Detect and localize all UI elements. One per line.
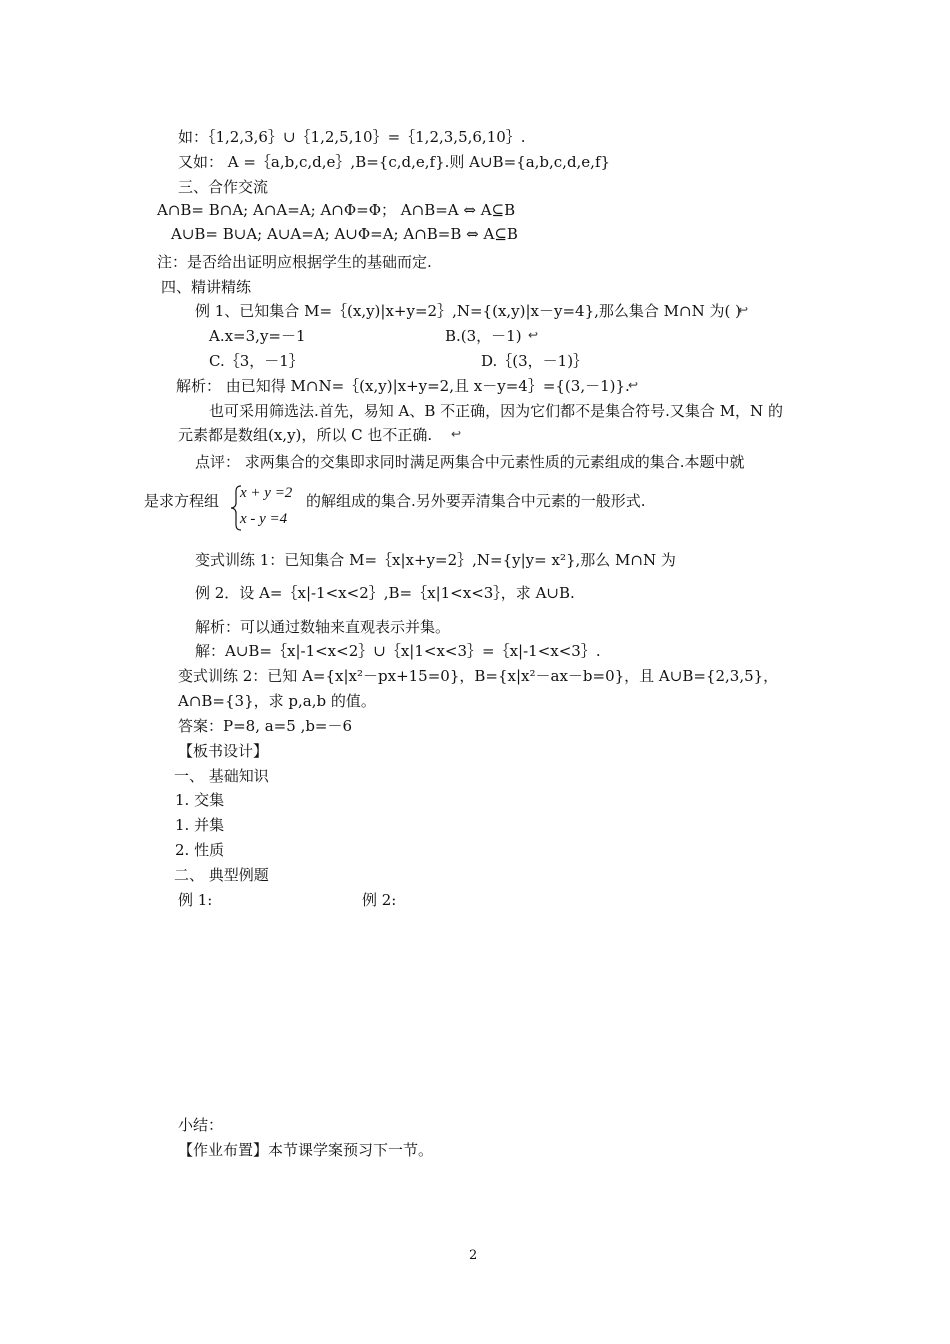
choice-a: A.x=3,y=－1 — [209, 327, 306, 345]
choice-d: D.｛(3，－1)｝ — [481, 352, 589, 370]
choice-c: C.｛3，－1｝ — [209, 352, 304, 370]
note-line: 注：是否给出证明应根据学生的基础而定. — [157, 253, 432, 271]
example-1-question: 例 1、已知集合 M=｛(x,y)|x+y=2｝,N={(x,y)|x－y=4},那么集合 M∩N 为( ) — [195, 302, 741, 320]
board-design-heading: 【板书设计】 — [178, 742, 269, 760]
summary-label: 小结： — [178, 1116, 224, 1134]
outline-example-1: 例 1: — [178, 891, 213, 909]
analysis-line-1: 解析： 由已知得 M∩N=｛(x,y)|x+y=2,且 x－y=4｝={(3,－1)}. — [176, 377, 630, 395]
comment-line-2-end: 的解组成的集合.另外要弄清集合中元素的一般形式. — [306, 492, 646, 510]
example-2-question: 例 2．设 A=｛x|-1<x<2｝,B=｛x|1<x<3｝，求 A∪B. — [195, 584, 575, 602]
section-heading-4: 四、精讲精练 — [161, 278, 252, 296]
choice-b: B.(3，－1) — [445, 327, 522, 345]
outline-example-2: 例 2: — [362, 891, 397, 909]
comment-line-1: 点评： 求两集合的交集即求同时满足两集合中元素性质的元素组成的集合.本题中就 — [195, 453, 745, 471]
comment-line-2-start: 是求方程组 — [144, 492, 220, 510]
example-2-analysis: 解析：可以通过数轴来直观表示并集。 — [195, 618, 451, 636]
edit-mark-icon: ↩ — [528, 328, 539, 342]
text-line-2: 又如： A =｛a,b,c,d,e｝,B={c,d,e,f}.则 A∪B={a,b,c,d,e,f} — [178, 153, 611, 171]
outline-item-union: 1. 并集 — [175, 816, 225, 834]
answer-line: 答案：P=8, a=5 ,b=－6 — [178, 717, 353, 735]
outline-item-properties: 2. 性质 — [175, 841, 225, 859]
page-number: 2 — [469, 1248, 478, 1263]
outline-item-examples: 二、 典型例题 — [174, 866, 269, 884]
section-heading-3: 三、合作交流 — [178, 178, 269, 196]
edit-mark-icon: ↩ — [628, 378, 639, 392]
analysis-line-2: 也可采用筛选法.首先，易知 A、B 不正确，因为它们都不是集合符号.又集合 M，N 的 — [209, 402, 783, 420]
edit-mark-icon: ↩ — [738, 303, 749, 317]
analysis-line-3: 元素都是数组(x,y)，所以 C 也不正确. — [178, 426, 433, 444]
equation-1: x + y =2 — [240, 485, 293, 501]
property-line-intersection: A∩B= B∩A; A∩A=A; A∩Φ=Φ； A∩B=A ⇔ A⊆B — [157, 201, 516, 219]
variant-exercise-2-line-1: 变式训练 2：已知 A={x|x²－px+15=0}，B={x|x²－ax－b=0}，且 A∪B={2,3,5}， — [178, 667, 779, 685]
outline-item-intersection: 1. 交集 — [175, 791, 225, 809]
homework-line: 【作业布置】本节课学案预习下一节。 — [178, 1141, 434, 1159]
equation-2: x - y =4 — [240, 511, 288, 527]
variant-exercise-1: 变式训练 1：已知集合 M=｛x|x+y=2｝,N={y|y= x²},那么 M∩N 为 — [195, 551, 676, 569]
property-line-union: A∪B= B∪A; A∪A=A; A∪Φ=A; A∩B=B ⇔ A⊆B — [171, 225, 518, 243]
outline-item-basics: 一、 基础知识 — [174, 767, 269, 785]
example-2-solution: 解：A∪B=｛x|-1<x<2｝∪｛x|1<x<3｝=｛x|-1<x<3｝. — [195, 642, 601, 660]
variant-exercise-2-line-2: A∩B={3}，求 p,a,b 的值。 — [178, 692, 376, 710]
edit-mark-icon: ↩ — [451, 427, 462, 441]
text-line-1: 如：｛1,2,3,6｝∪｛1,2,5,10｝=｛1,2,3,5,6,10｝. — [178, 128, 526, 146]
